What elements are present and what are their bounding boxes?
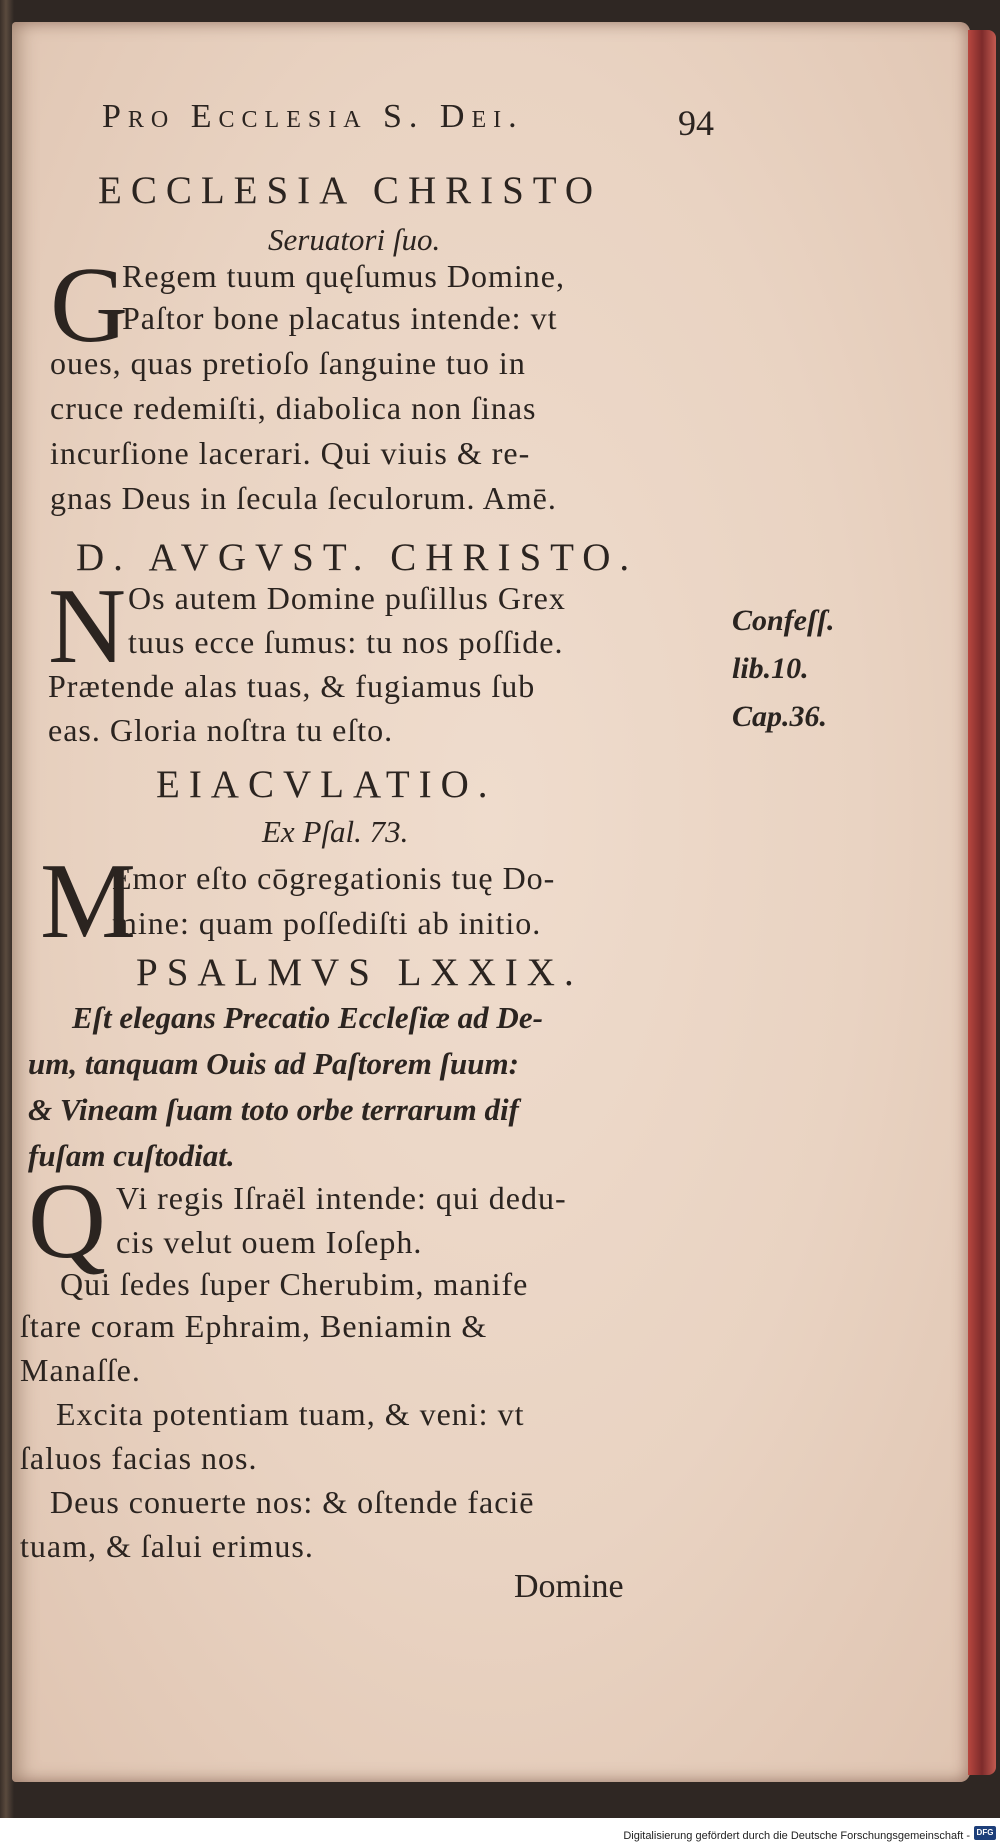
dropcap-m: M bbox=[40, 842, 137, 961]
section-subheading-1: Seruatori ſuo. bbox=[268, 222, 441, 257]
section-heading-2: D. AVGVST. CHRISTO. bbox=[76, 536, 639, 579]
body-line: oues, quas pretioſo ſanguine tuo in bbox=[50, 345, 526, 381]
dfg-logo-icon: DFG bbox=[974, 1826, 996, 1840]
footer-strip bbox=[0, 1818, 1000, 1846]
section-heading-1: ECCLESIA CHRISTO bbox=[98, 169, 603, 212]
margin-note-line: lib.10. bbox=[732, 652, 809, 685]
body-line: Excita potentiam tuam, & veni: vt bbox=[56, 1396, 525, 1432]
margin-note-line: Cap.36. bbox=[732, 700, 828, 733]
margin-note-line: Confeſſ. bbox=[732, 604, 835, 637]
body-line: Emor eſto cōgregationis tuę Do- bbox=[112, 860, 556, 896]
body-line: gnas Deus in ſecula ſeculorum. Amē. bbox=[50, 480, 557, 516]
body-line: Vi regis Iſraël intende: qui dedu- bbox=[116, 1180, 567, 1216]
body-line: Regem tuum quęſumus Domine, bbox=[122, 258, 565, 294]
body-line: incurſione lacerari. Qui viuis & re- bbox=[50, 435, 531, 471]
body-line: ſaluos facias nos. bbox=[20, 1440, 258, 1476]
body-line: eas. Gloria noſtra tu eſto. bbox=[48, 712, 394, 748]
italic-argument-line: um, tanquam Ouis ad Paſtorem ſuum: bbox=[28, 1046, 519, 1081]
body-line: Os autem Domine puſillus Grex bbox=[128, 580, 566, 616]
page-number: 94 bbox=[678, 103, 714, 143]
italic-argument-line: fuſam cuſtodiat. bbox=[28, 1138, 235, 1173]
italic-argument-line: & Vineam ſuam toto orbe terrarum dif bbox=[28, 1092, 519, 1127]
italic-argument-line: Eſt elegans Precatio Eccleſiæ ad De- bbox=[72, 1000, 543, 1035]
section-heading-3: EIACVLATIO. bbox=[156, 763, 497, 806]
digitization-credit: Digitalisierung gefördert durch die Deutsche Forschungsgemeinschaft - bbox=[623, 1830, 970, 1842]
body-line: cis velut ouem Ioſeph. bbox=[116, 1224, 423, 1260]
body-line: tuus ecce ſumus: tu nos poſſide. bbox=[128, 624, 564, 660]
dropcap-q: Q bbox=[28, 1162, 106, 1281]
running-head: Pro Ecclesia S. Dei. bbox=[102, 98, 524, 135]
dropcap-n: N bbox=[48, 567, 126, 686]
body-line: Deus conuerte nos: & oſtende faciē bbox=[50, 1484, 535, 1520]
section-heading-4: PSALMVS LXXIX. bbox=[136, 951, 583, 994]
body-line: Paſtor bone placatus intende: vt bbox=[122, 300, 558, 336]
page-edge bbox=[968, 30, 996, 1775]
body-line: tuam, & ſalui erimus. bbox=[20, 1528, 314, 1564]
dropcap-g: G bbox=[50, 246, 128, 365]
body-line: ſtare coram Ephraim, Beniamin & bbox=[20, 1308, 488, 1344]
body-line: Qui ſedes ſuper Cherubim, manife bbox=[60, 1266, 529, 1302]
body-line: cruce redemiſti, diabolica non ſinas bbox=[50, 390, 537, 426]
body-line: Prætende alas tuas, & fugiamus ſub bbox=[48, 668, 536, 704]
body-line: mine: quam poſſediſti ab initio. bbox=[112, 905, 542, 941]
catchword: Domine bbox=[514, 1568, 624, 1605]
body-line: Manaſſe. bbox=[20, 1352, 141, 1388]
section-subheading-3: Ex Pſal. 73. bbox=[262, 814, 409, 849]
